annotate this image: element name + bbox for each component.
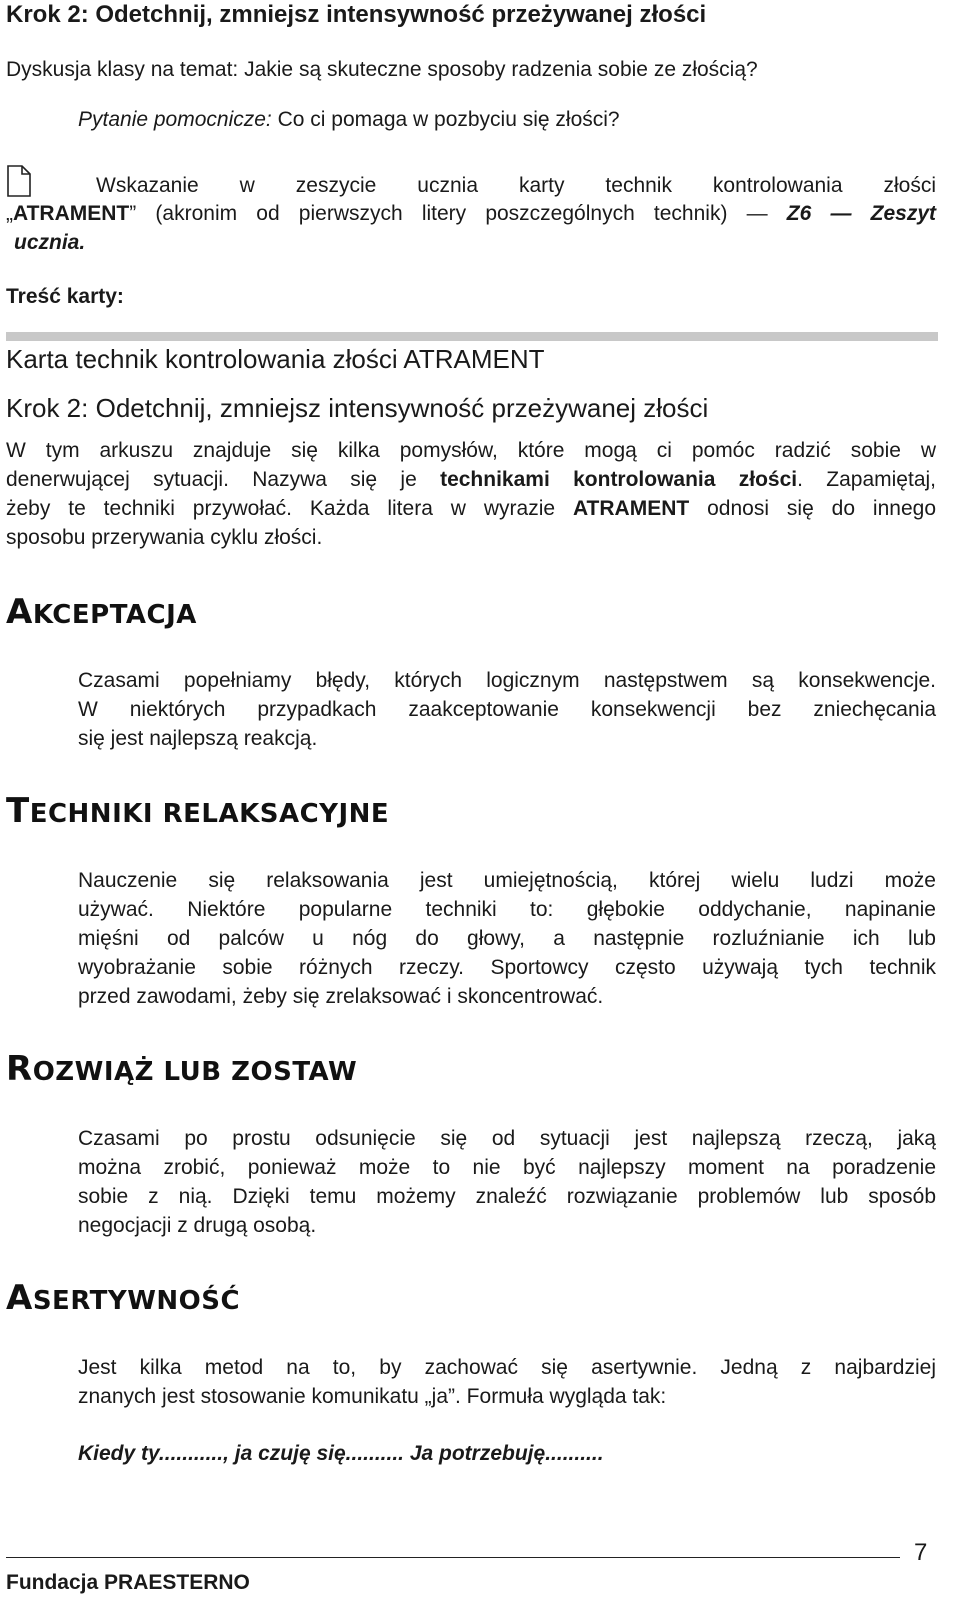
- heading-rest: ECHNIKI RELAKSACYJNE: [29, 799, 390, 829]
- note-middle: ” (akronim od pierwszych litery poszczególnych technik) —: [129, 202, 768, 225]
- body-line: znanych jest stosowanie komunikatu „ja”. Formuła wygląda tak:: [78, 1385, 667, 1408]
- note-reference: Z6 — Zeszyt: [786, 202, 936, 225]
- intro-line-4: sposobu przerywania cyklu złości.: [6, 526, 323, 549]
- card-title: Karta technik kontrolowania złości ATRAMENT: [6, 344, 545, 374]
- intro-line-2a: denerwującej sytuacji. Nazywa się je: [6, 468, 441, 491]
- intro-line-3c: odnosi się do innego: [689, 497, 936, 520]
- section-heading-techniki: [6, 791, 390, 831]
- page-title: Krok 2: Odetchnij, zmniejsz intensywność przeżywanej złości: [6, 1, 707, 28]
- heading-initial: T: [6, 791, 30, 831]
- body-line: Czasami popełniamy błędy, których logicznym następstwem są konsekwencje.: [78, 669, 936, 692]
- body-line: negocjacji z drugą osobą.: [78, 1214, 317, 1237]
- body-line: mięśni od palców u nóg do głowy, a następnie rozluźnianie ich lub: [78, 927, 936, 950]
- card-subtitle: Krok 2: Odetchnij, zmniejsz intensywność przeżywanej złości: [6, 393, 709, 423]
- body-line: używać. Niektóre popularne techniki to: głębokie oddychanie, napinanie: [78, 898, 936, 921]
- footer-organization: Fundacja PRAESTERNO: [6, 1571, 250, 1594]
- heading-initial: A: [6, 1278, 33, 1318]
- note-quote: „: [6, 202, 13, 225]
- body-line: sobie z nią. Dzięki temu możemy znaleźć rozwiązanie problemów lub sposób: [78, 1185, 936, 1208]
- intro-acronym: ATRAMENT: [572, 497, 690, 520]
- intro-line-3: [6, 494, 936, 523]
- note-acronym: ATRAMENT: [13, 202, 130, 225]
- heading-rest: OZWIĄŻ LUB ZOSTAW: [32, 1057, 358, 1087]
- heading-initial: R: [6, 1049, 33, 1089]
- helper-question: [78, 106, 620, 134]
- section-body-techniki: [78, 866, 936, 1011]
- body-line: się jest najlepszą reakcją.: [78, 727, 318, 750]
- body-line: przed zawodami, żeby się zrelaksować i skoncentrować.: [78, 985, 604, 1008]
- section-body-rozwiaz: [78, 1124, 936, 1240]
- body-line: Nauczenie się relaksowania jest umiejętnością, której wielu ludzi może: [78, 869, 936, 892]
- card-separator: [6, 332, 938, 341]
- note-line-2: [6, 200, 936, 228]
- body-line: W niektórych przypadkach zaakceptowanie konsekwencji bez zniechęcania: [78, 698, 936, 721]
- note-line-3: [14, 229, 85, 257]
- body-line: wyobrażanie sobie różnych rzeczy. Sportowcy często używają tych technik: [78, 956, 936, 979]
- body-line: można zrobić, ponieważ może to nie być najlepszy moment na poradzenie: [78, 1156, 936, 1179]
- note-reference-end: ucznia.: [14, 231, 86, 254]
- note-line-1: Wskazanie w zeszycie ucznia karty technik kontrolowania złości: [96, 174, 936, 197]
- card-intro: [6, 436, 936, 552]
- section-heading-rozwiaz: [6, 1049, 358, 1089]
- body-line: Jest kilka metod na to, by zachować się asertywnie. Jedną z najbardziej: [78, 1356, 936, 1379]
- helper-label: Pytanie pomocnicze:: [78, 108, 272, 131]
- intro-line-1: W tym arkuszu znajduje się kilka pomysłów, które mogą ci pomóc radzić sobie w: [6, 439, 936, 462]
- content-label: Treść karty:: [6, 285, 124, 308]
- heading-rest: SERTYWNOŚĆ: [32, 1286, 241, 1316]
- section-heading-akceptacja: [6, 592, 197, 632]
- assertive-formula: Kiedy ty..........., ja czuję się.......... Ja potrzebuję..........: [78, 1442, 604, 1465]
- heading-rest: KCEPTACJA: [32, 600, 197, 630]
- section-heading-asertywnosc: [6, 1278, 241, 1318]
- page-number: 7: [914, 1539, 928, 1566]
- heading-initial: A: [6, 592, 33, 632]
- body-line: Czasami po prostu odsunięcie się od sytuacji jest najlepszą rzeczą, jaką: [78, 1127, 936, 1150]
- footer-rule: [6, 1557, 900, 1558]
- intro-line-2c: . Zapamiętaj,: [797, 468, 936, 491]
- document-icon: [6, 164, 32, 198]
- discussion-text: Dyskusja klasy na temat: Jakie są skuteczne sposoby radzenia sobie ze złością?: [6, 58, 758, 81]
- intro-highlight: technikami kontrolowania złości: [440, 468, 798, 491]
- section-body-akceptacja: [78, 666, 936, 753]
- intro-line-3a: żeby te techniki przywołać. Każda litera w wyrazie: [6, 497, 573, 520]
- helper-text: Co ci pomaga w pozbyciu się złości?: [271, 108, 620, 131]
- intro-line-2: [6, 465, 936, 494]
- section-body-asertywnosc: [78, 1353, 936, 1411]
